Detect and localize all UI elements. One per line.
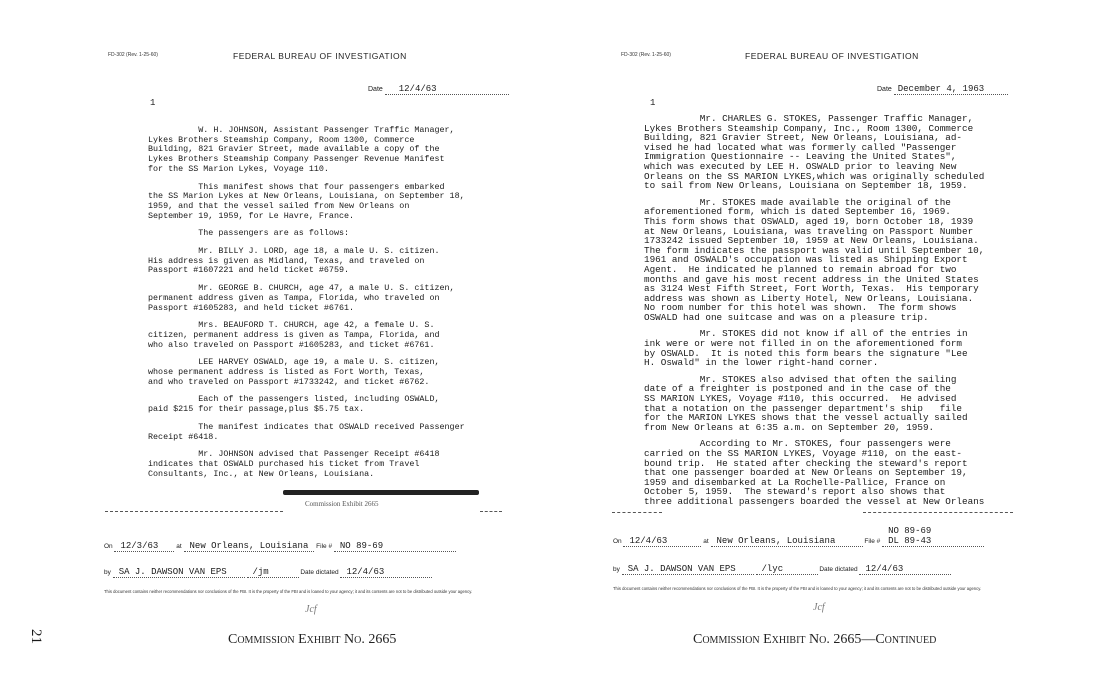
text-line: Building, 821 Gravier Street, New Orleans, Louisiana, ad- [644,132,963,144]
date-label: Date [877,86,892,93]
text-line: Consultants, Inc., at New Orleans, Louisiana. [148,468,375,479]
text-line: carried on the SS MARION LYKES, Voyage #110, on the east- [644,448,963,459]
report-body [644,114,984,514]
paragraph [148,423,465,442]
text-line: According to Mr. STOKES, four passengers were [644,438,951,450]
text-line: The manifest indicates that OSWALD received Passenger [148,421,465,432]
text-line: LEE HARVEY OSWALD, age 19, a male U. S. citizen, [148,357,440,368]
agency-header: FEDERAL BUREAU OF INVESTIGATION [745,51,919,61]
paragraph [148,321,465,350]
text-line: indicates that OSWALD purchased his ticket from Travel [148,458,420,469]
page-marker: 1 [150,98,156,108]
typist-initials: /jm [247,567,299,578]
text-line: Each of the passengers listed, including OSWALD, [148,394,440,405]
at-label: at [703,538,709,545]
text-line: address was shown as Liberty Hotel, New Orleans, Louisiana. [644,292,974,304]
text-line: aforementioned form, which is dated September 16, 1969. [644,206,951,218]
redaction-bar [283,490,479,495]
text-line: Mr. CHARLES G. STOKES, Passenger Traffic Manager, [644,113,974,124]
divider [480,511,502,512]
text-line: for the MARION LYKES shows that the vessel actually sailed [644,412,968,424]
text-line: Lykes Brothers Steamship Company Passenger Revenue Manifest [148,154,445,165]
file-number: NO 89-69 [888,526,932,536]
paragraph [148,395,465,414]
text-line: SS MARION LYKES, Voyage #110, this occurred. He advised [644,393,957,405]
text-line: October 5, 1959. The steward's report also shows that [644,486,946,498]
text-line: as 3124 West Fifth Street, Fort Worth, Texas. His temporary [644,283,979,295]
exhibit-stamp: Commission Exhibit 2665 [305,500,379,508]
file-label: File # [316,543,333,550]
text-line: W. H. JOHNSON, Assistant Passenger Traffic Manager, [148,125,455,135]
interview-date: 12/3/63 [114,541,174,552]
text-line: date of a freighter is postponed and in the case of the [644,383,951,395]
form-number: FD-302 (Rev. 1-25-60) [108,52,158,58]
text-line: Mr. GEORGE B. CHURCH, age 47, a male U. S. citizen, [148,283,455,294]
disclaimer: This document contains neither recommendations nor conclusions of the FBI. It is the property of the FBI and is loaned to your agency; it and its contents are not to be distributed outside your agency. [613,586,982,591]
paragraph [148,183,465,222]
file-label: File # [864,538,881,545]
text-line: months and gave his most recent address in the United States [644,273,979,285]
text-line: No room number for this hotel was shown. The form shows [644,302,957,314]
interview-date: 12/4/63 [623,536,701,547]
page-marker: 1 [650,98,656,108]
text-line: to sail from New Orleans, Louisiana on September 18, 1959. [644,180,968,192]
agent-name: SA J. DAWSON VAN EPS [113,567,245,578]
at-label: at [176,543,182,550]
agent-info-row [104,567,432,578]
file-number: NO 89-69 [334,541,456,552]
text-line: Mr. STOKES also advised that often the sailing [644,373,957,385]
dictated-label: Date dictated [300,569,339,576]
text-line: H. Oswald" in the lower right-hand corner. [644,357,879,369]
text-line: who also traveled on Passport #1605283, and ticket #6761. [148,339,435,350]
paragraph [644,198,984,323]
paragraph [148,450,465,479]
text-line: Passport #1607221 and held ticket #6759. [148,265,350,276]
report-date [877,84,1008,95]
text-line: This form shows that OSWALD, aged 19, born October 18, 1939 [644,215,974,227]
file-number: DL 89-43 [888,536,932,546]
text-line: and who traveled on Passport #1733242, and ticket #6762. [148,376,430,387]
text-line: that a notation on the passenger department's ship file [644,402,963,414]
text-line: Lykes Brothers Steamship Company, Room 1300, Commerce [148,134,415,145]
paragraph [644,439,984,506]
text-line: whose permanent address is listed as Fort Worth, Texas, [148,367,425,378]
dictated-date: 12/4/63 [340,567,432,578]
date-label: Date [368,86,383,93]
paragraph [644,375,984,433]
interview-info-row [104,541,456,552]
text-line: Passport #1605283, and held ticket #6761. [148,302,355,313]
text-line: that one passenger boarded at New Orleans on September 19, [644,467,968,479]
text-line: This manifest shows that four passengers embarked [148,181,445,192]
text-line: Immigration Questionnaire -- Leaving the United States", [644,151,957,163]
text-line: from New Orleans at 6:35 a.m. on September 20, 1959. [644,421,935,433]
text-line: Mr. STOKES made available the original of the [644,196,951,208]
interview-location: New Orleans, Louisiana [184,541,315,552]
exhibit-caption: Commission Exhibit No. 2665 [228,632,397,647]
interview-info-row [613,526,1013,547]
paragraph [148,229,465,239]
disclaimer: This document contains neither recommendations nor conclusions of the FBI. It is the property of the FBI and is loaned to your agency; it and its contents are not to be distributed outside your agency. [104,589,473,594]
paragraph [148,247,465,276]
dictated-date: 12/4/63 [859,564,951,575]
text-line: paid $215 for their passage,plus $5.75 tax. [148,404,365,415]
text-line: Receipt #6418. [148,431,219,442]
on-label: On [613,538,622,545]
handwritten-initials: Jcf [305,604,317,615]
text-line: bound trip. He stated after checking the steward's report [644,457,968,469]
text-line: 1959 and disembarked at La Rochelle-Pallice, France on [644,476,946,488]
text-line: which was executed by LEE H. OSWALD prior to leaving New [644,160,957,172]
text-line: Mrs. BEAUFORD T. CHURCH, age 42, a female U. S. [148,320,435,331]
file-numbers [882,526,984,547]
text-line: Lykes Brothers Steamship Company, Inc., Room 1300, Commerce [644,122,974,134]
text-line: the SS Marion Lykes at New Orleans, Louisiana, on September 18, [148,191,465,202]
on-label: On [104,543,113,550]
exhibit-caption: Commission Exhibit No. 2665—Continued [693,632,937,647]
report-date [368,84,509,95]
page-number: 21 [28,629,44,644]
agent-info-row [613,564,951,575]
text-line: His address is given as Midland, Texas, and traveled on [148,255,425,266]
text-line: 1733242 issued September 10, 1959 at New Orleans, Louisiana. [644,235,979,247]
paragraph [644,329,984,367]
text-line: 1959, and that the vessel sailed from New Orleans on [148,200,410,211]
paragraph [148,284,465,313]
text-line: ink were or were not filled in on the aforementioned form [644,338,963,350]
text-line: Orleans on the SS MARION LYKES,which was originally scheduled [644,170,985,182]
paragraph [148,126,465,175]
text-line: Mr. JOHNSON advised that Passenger Receipt #6418 [148,449,440,460]
text-line: for the SS Marion Lykes, Voyage 110. [148,163,329,174]
report-body [148,126,465,487]
text-line: permanent address given as Tampa, Florida, who traveled on [148,292,440,303]
text-line: Agent. He indicated he planned to remain abroad for two [644,263,957,275]
by-label: by [613,566,620,573]
text-line: The passengers are as follows: [148,228,350,239]
text-line: citizen, permanent address is given as Tampa, Florida, and [148,329,440,340]
text-line: by OSWALD. It is noted this form bears the signature "Lee [644,347,968,359]
text-line: vised he had located what was formerly called "Passenger [644,141,957,153]
form-number: FD-302 (Rev. 1-25-60) [621,52,671,58]
text-line: Mr. BILLY J. LORD, age 18, a male U. S. citizen. [148,246,440,257]
typist-initials: /lyc [756,564,818,575]
agency-header: FEDERAL BUREAU OF INVESTIGATION [233,51,407,61]
divider [105,511,283,512]
text-line: OSWALD had one suitcase and was on a pleasure trip. [644,311,929,323]
text-line: 1961 and OSWALD's occupation was listed as Shipping Export [644,254,968,266]
interview-location: New Orleans, Louisiana [711,536,863,547]
text-line: The form indicates the passport was valid until September 10, [644,244,985,256]
dictated-label: Date dictated [819,566,858,573]
paragraph [148,358,465,387]
date-value: 12/4/63 [385,84,509,95]
text-line: three additional passengers boarded the vessel at New Orleans [644,495,985,507]
divider [612,512,662,513]
text-line: Mr. STOKES did not know if all of the entries in [644,328,968,340]
divider [863,512,1013,513]
paragraph [644,114,984,191]
text-line: Building, 821 Gravier Street, made available a copy of the [148,144,440,155]
date-value: December 4, 1963 [894,84,1008,95]
text-line: September 19, 1959, for Le Havre, France. [148,210,355,221]
agent-name: SA J. DAWSON VAN EPS [622,564,754,575]
text-line: at New Orleans, Louisiana, was traveling on Passport Number [644,225,974,237]
handwritten-initials: Jcf [813,602,825,613]
by-label: by [104,569,111,576]
